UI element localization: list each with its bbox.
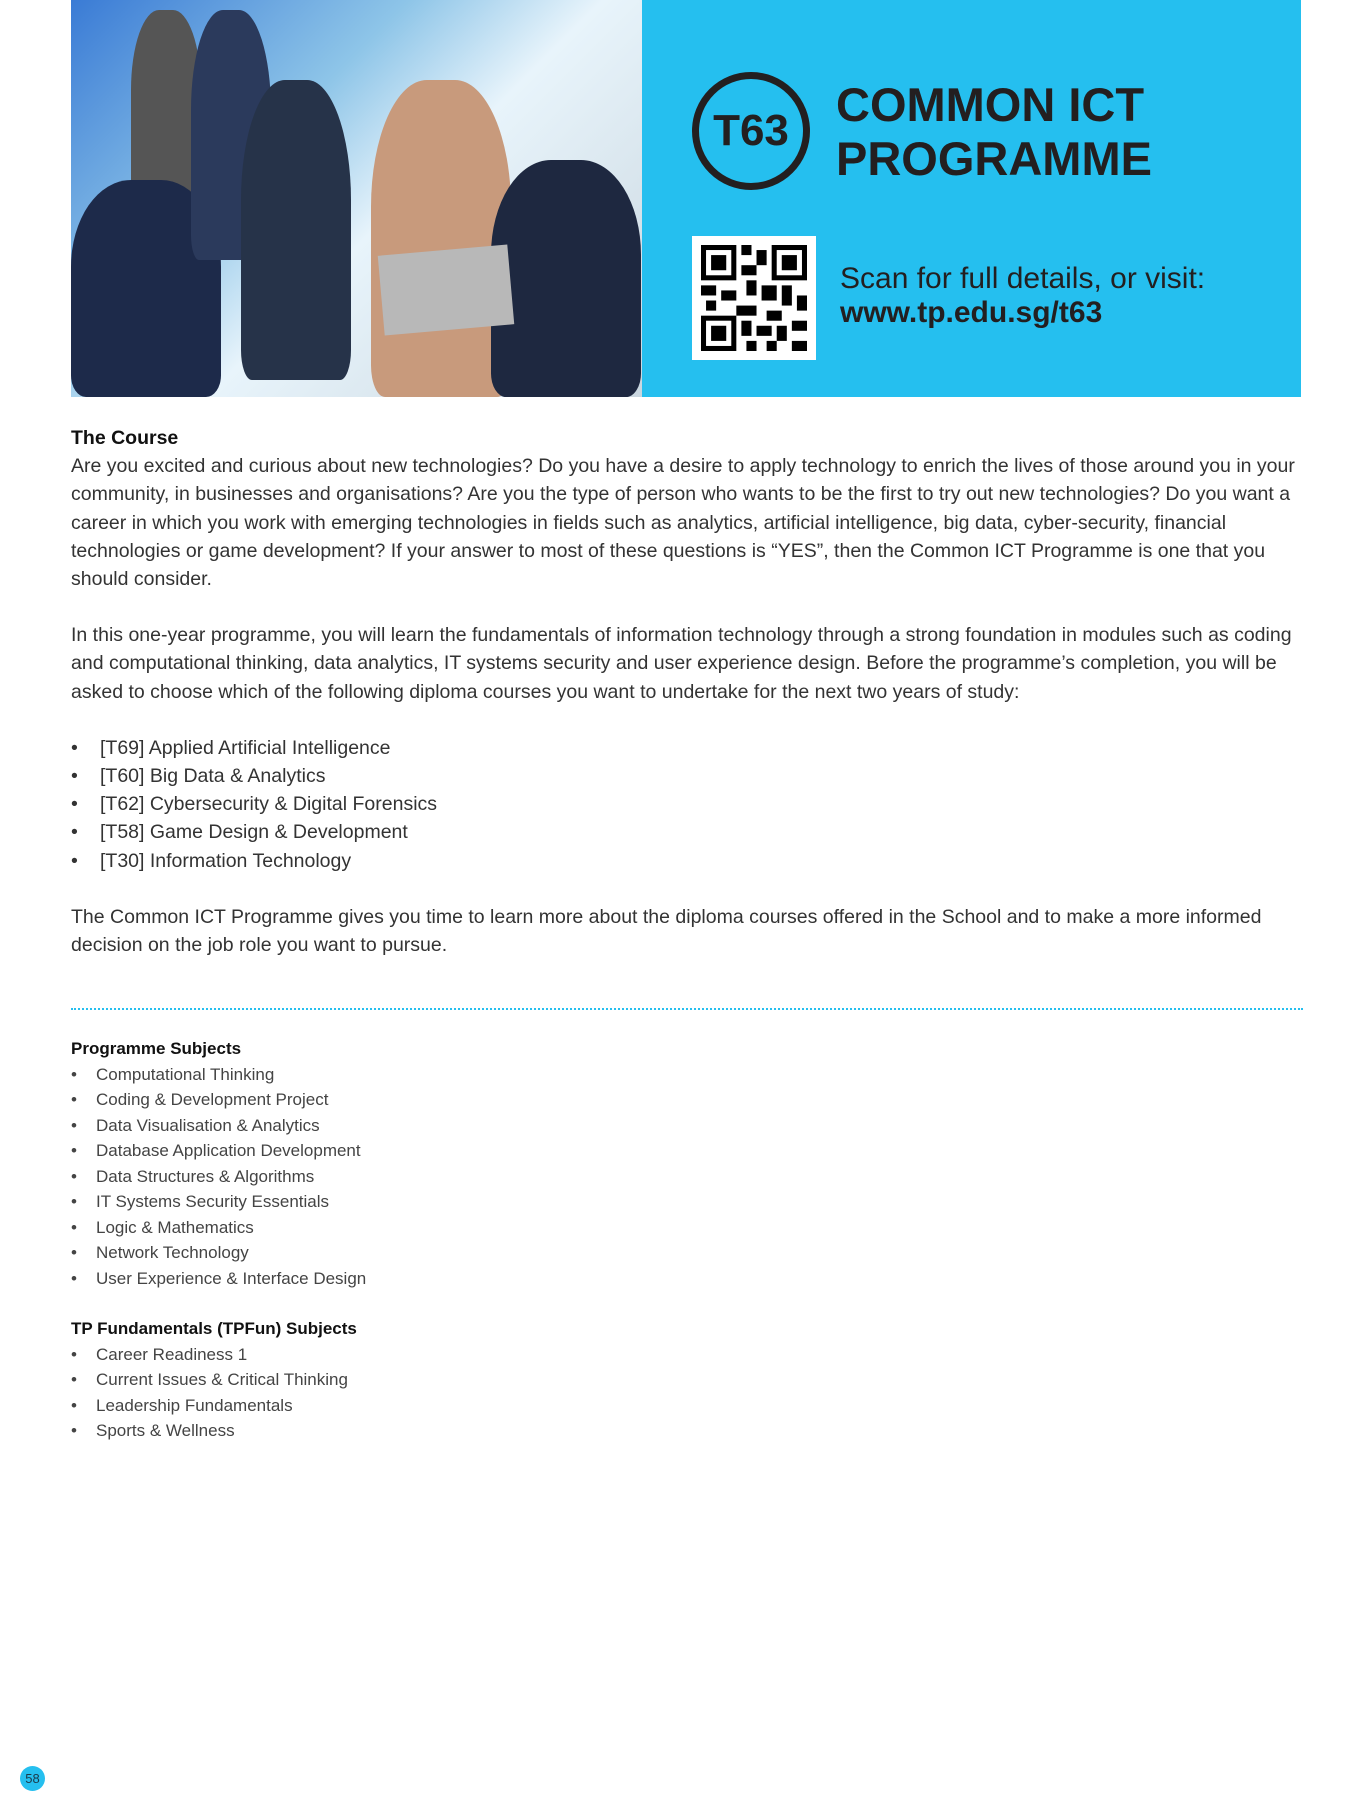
list-item: • IT Systems Security Essentials [71,1189,366,1215]
scan-text: Scan for full details, or visit: [840,262,1206,295]
subjects-section [71,1036,366,1469]
title-line-1: COMMON ICT [836,78,1145,131]
dotted-divider [71,1008,1303,1010]
page-number: 58 [20,1766,45,1791]
list-item: • Coding & Development Project [71,1087,366,1113]
programme-title-panel [642,0,1301,397]
list-item: • Logic & Mathematics [71,1215,366,1241]
course-url-link[interactable]: www.tp.edu.sg/t63 [840,296,1103,329]
list-item: • Network Technology [71,1240,366,1266]
list-item: • [T69] Applied Artificial Intelligence [71,734,1306,762]
list-item: • Current Issues & Critical Thinking [71,1367,366,1393]
students-photo [71,0,642,397]
list-item: • Data Structures & Algorithms [71,1164,366,1190]
list-item: • Computational Thinking [71,1062,366,1088]
programme-subjects-list [71,1062,366,1292]
list-item: • [T58] Game Design & Development [71,818,1306,846]
header-banner [71,0,1301,397]
list-item: • Data Visualisation & Analytics [71,1113,366,1139]
scan-instructions [840,262,1205,330]
title-line-2: PROGRAMME [836,132,1152,185]
course-paragraph-1: Are you excited and curious about new technologies? Do you have a desire to apply technology to enrich the lives of those around you in your community, in businesses and organisations? Are you the type of person who wants to be the first to try out new technologies? Do you want a career in which you work with emerging technologies in fields such as analytics, artificial intelligence, big data, cyber-security, financial technologies or game development? If your answer to most of these questions is “YES”, then the Common ICT Programme is one that you should consider. [71,455,1295,591]
list-item: • Leadership Fundamentals [71,1393,366,1419]
qr-code-icon[interactable] [692,236,816,360]
programme-subjects-heading: Programme Subjects [71,1039,242,1058]
list-item: • [T30] Information Technology [71,847,1306,875]
programme-title [836,78,1152,186]
tpfun-subjects-list [71,1342,366,1444]
list-item: • Sports & Wellness [71,1418,366,1444]
course-description [71,424,1306,987]
course-code-badge: T63 [692,72,810,190]
list-item: • Database Application Development [71,1138,366,1164]
list-item: • [T62] Cybersecurity & Digital Forensics [71,790,1306,818]
list-item: • [T60] Big Data & Analytics [71,762,1306,790]
tpfun-subjects-heading: TP Fundamentals (TPFun) Subjects [71,1319,357,1338]
course-heading: The Course [71,427,179,449]
list-item: • Career Readiness 1 [71,1342,366,1368]
diploma-list [71,734,1306,875]
list-item: • User Experience & Interface Design [71,1266,366,1292]
course-paragraph-3: The Common ICT Programme gives you time to learn more about the diploma courses offered in the School and to make a more informed decision on the job role you want to pursue. [71,905,1262,957]
course-paragraph-2: In this one-year programme, you will learn the fundamentals of information technology through a strong foundation in modules such as coding and computational thinking, data analytics, IT systems security and user experience design. Before the programme’s completion, you will be asked to choose which of the following diploma courses you want to undertake for the next two years of study: [71,624,1292,703]
